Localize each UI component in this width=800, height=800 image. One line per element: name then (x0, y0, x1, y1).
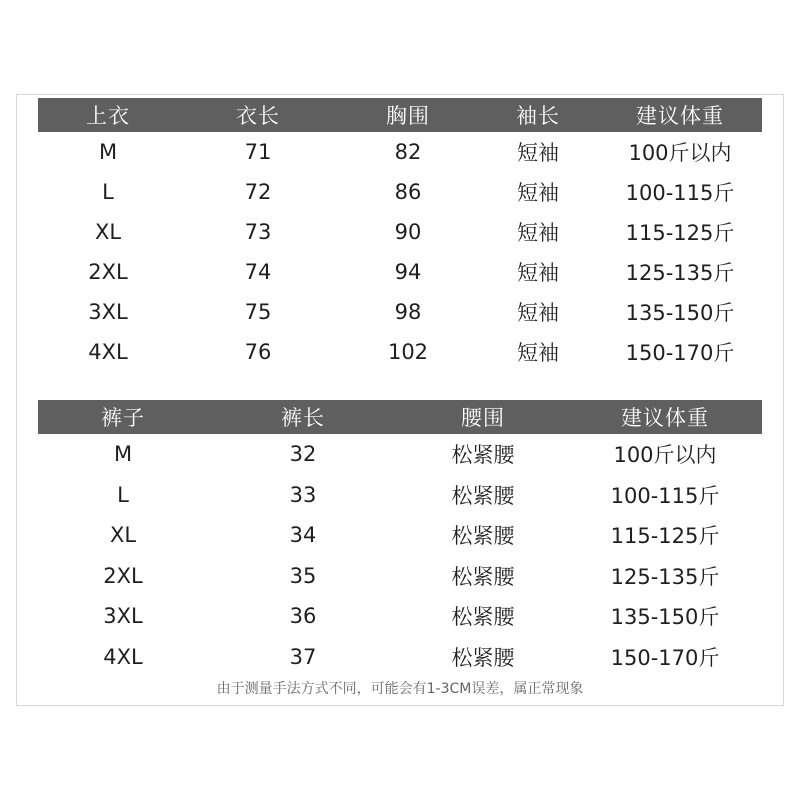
size-cell: M (98, 140, 118, 164)
bottom-table-header (38, 400, 762, 434)
weight-cell: 100-115斤 (625, 181, 735, 205)
sleeve-cell: 短袖 (517, 261, 559, 285)
size-cell: L (102, 180, 114, 204)
table-row (38, 556, 762, 597)
table-row (38, 515, 762, 556)
size-cell: XL (94, 220, 122, 244)
weight-cell: 100斤以内 (628, 141, 732, 165)
size-cell: 4XL (103, 644, 143, 669)
chest-cell: 82 (394, 140, 422, 164)
header-cell: 建议体重 (636, 104, 724, 128)
weight-cell: 100斤以内 (613, 443, 717, 468)
size-cell: 2XL (88, 260, 128, 284)
weight-cell: 125-135斤 (625, 261, 735, 285)
table-row (38, 132, 762, 172)
header-cell: 腰围 (461, 406, 505, 430)
table-row (38, 475, 762, 516)
weight-cell: 150-170斤 (625, 341, 735, 365)
length-cell: 72 (244, 180, 272, 204)
size-cell: XL (109, 523, 137, 548)
header-cell: 裤长 (281, 406, 325, 430)
waist-cell: 松紧腰 (451, 564, 515, 589)
size-cell: M (113, 442, 133, 467)
size-cell: L (117, 482, 129, 507)
length-cell: 36 (289, 604, 317, 629)
table-row (38, 252, 762, 292)
length-cell: 33 (289, 482, 317, 507)
chest-cell: 102 (387, 340, 429, 364)
header-cell: 上衣 (86, 104, 130, 128)
chest-cell: 94 (394, 260, 422, 284)
header-cell: 裤子 (101, 406, 145, 430)
top-table-header (38, 98, 762, 132)
length-cell: 32 (289, 442, 317, 467)
table-row (38, 596, 762, 637)
waist-cell: 松紧腰 (451, 524, 515, 549)
weight-cell: 125-135斤 (610, 564, 720, 589)
length-cell: 71 (244, 140, 272, 164)
size-cell: 4XL (88, 340, 128, 364)
waist-cell: 松紧腰 (451, 483, 515, 508)
weight-cell: 115-125斤 (610, 524, 720, 549)
table-row (38, 637, 762, 678)
chest-cell: 90 (394, 220, 422, 244)
sleeve-cell: 短袖 (517, 341, 559, 365)
length-cell: 75 (244, 300, 272, 324)
weight-cell: 135-150斤 (610, 605, 720, 630)
length-cell: 37 (289, 644, 317, 669)
size-cell: 3XL (103, 604, 143, 629)
size-cell: 3XL (88, 300, 128, 324)
size-cell: 2XL (103, 563, 143, 588)
weight-cell: 150-170斤 (610, 645, 720, 670)
chest-cell: 98 (394, 300, 422, 324)
sleeve-cell: 短袖 (517, 181, 559, 205)
length-cell: 73 (244, 220, 272, 244)
top-size-table (38, 98, 762, 372)
header-cell: 胸围 (386, 104, 430, 128)
table-row (38, 332, 762, 372)
table-row (38, 434, 762, 475)
header-cell: 袖长 (516, 104, 560, 128)
sleeve-cell: 短袖 (517, 141, 559, 165)
weight-cell: 115-125斤 (625, 221, 735, 245)
chest-cell: 86 (394, 180, 422, 204)
header-cell: 建议体重 (621, 406, 709, 430)
length-cell: 34 (289, 523, 317, 548)
length-cell: 76 (244, 340, 272, 364)
measurement-note: 由于测量手法方式不同，可能会有1-3CM误差，属正常现象 (216, 681, 584, 697)
table-row (38, 212, 762, 252)
waist-cell: 松紧腰 (451, 645, 515, 670)
waist-cell: 松紧腰 (451, 443, 515, 468)
length-cell: 35 (289, 563, 317, 588)
bottom-size-table (38, 400, 762, 677)
weight-cell: 100-115斤 (610, 483, 720, 508)
table-row (38, 172, 762, 212)
table-row (38, 292, 762, 332)
header-cell: 衣长 (236, 104, 280, 128)
sleeve-cell: 短袖 (517, 301, 559, 325)
weight-cell: 135-150斤 (625, 301, 735, 325)
sleeve-cell: 短袖 (517, 221, 559, 245)
waist-cell: 松紧腰 (451, 605, 515, 630)
length-cell: 74 (244, 260, 272, 284)
